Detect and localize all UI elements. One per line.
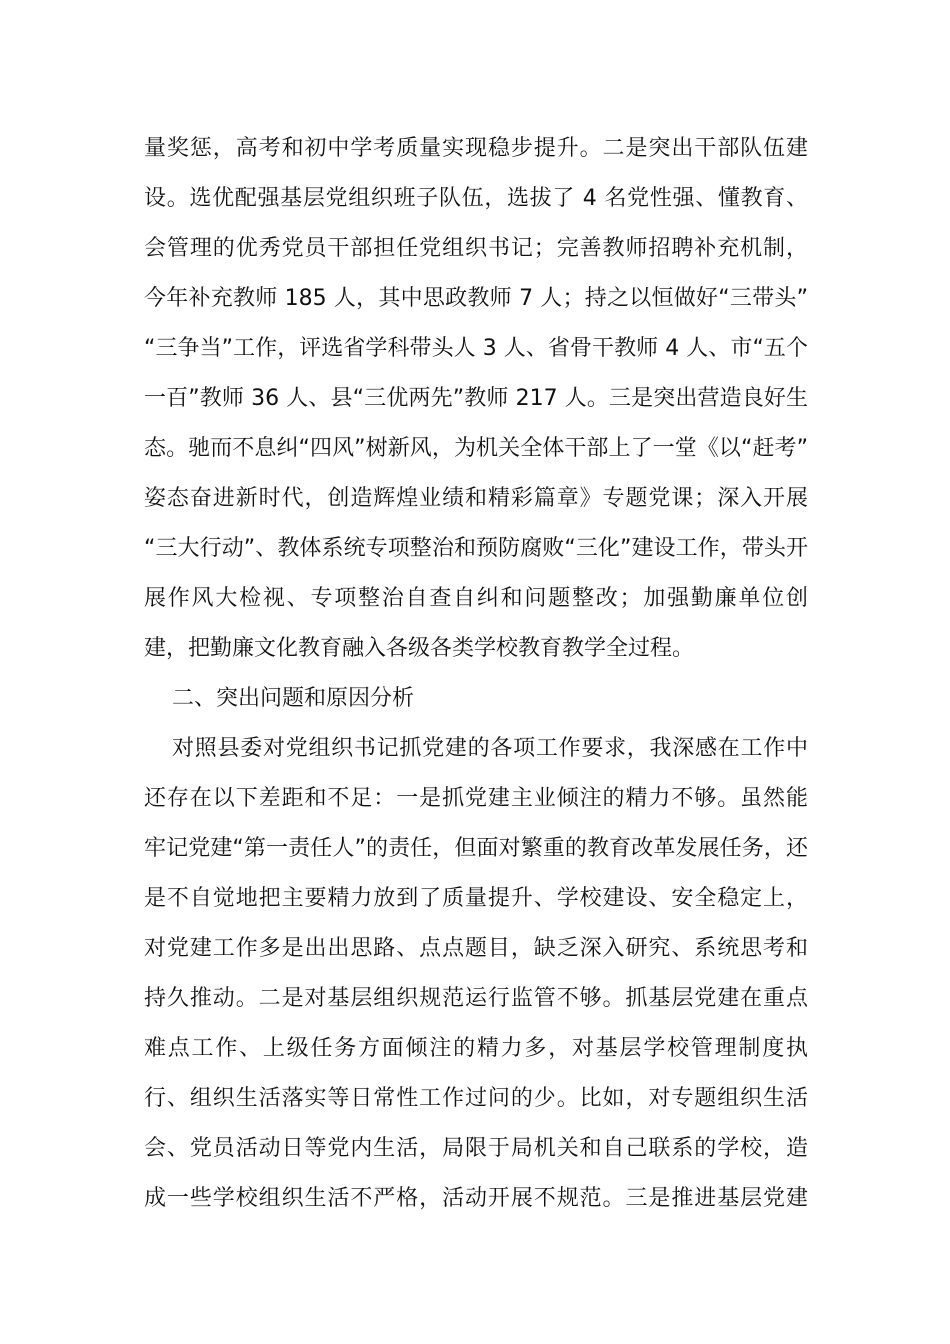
text-line: 行、组织生活落实等日常性工作过问的少。比如，对专题组织生活	[144, 1086, 808, 1111]
text-line: 是不自觉地把主要精力放到了质量提升、学校建设、安全稳定上，	[144, 886, 808, 911]
text-line: 建，把勤廉文化教育融入各级各类学校教育教学全过程。	[144, 636, 695, 661]
text-line: 还存在以下差距和不足：一是抓党建主业倾注的精力不够。虽然能	[144, 786, 808, 811]
text-line: 成一些学校组织生活不严格，活动开展不规范。三是推进基层党建	[144, 1186, 808, 1211]
text-line: “三争当”工作，评选省学科带头人 3 人、省骨干教师 4 人、市“五个	[144, 336, 808, 361]
text-line: 会、党员活动日等党内生活，局限于局机关和自己联系的学校，造	[144, 1136, 808, 1161]
text-line: 持久推动。二是对基层组织规范运行监管不够。抓基层党建在重点	[144, 986, 808, 1011]
text-line: 量奖惩，高考和初中学考质量实现稳步提升。二是突出干部队伍建	[144, 136, 808, 161]
text-line: 难点工作、上级任务方面倾注的精力多，对基层学校管理制度执	[144, 1036, 808, 1061]
text-line: 今年补充教师 185 人，其中思政教师 7 人；持之以恒做好“三带头”	[144, 286, 808, 311]
text-line: 牢记党建“第一责任人”的责任，但面对繁重的教育改革发展任务，还	[144, 836, 808, 861]
text-line: 对党建工作多是出出思路、点点题目，缺乏深入研究、系统思考和	[144, 936, 808, 961]
text-line: 态。驰而不息纠“四风”树新风，为机关全体干部上了一堂《以“赶考”	[144, 436, 808, 461]
text-line: “三大行动”、教体系统专项整治和预防腐败“三化”建设工作，带头开	[144, 536, 808, 561]
document-body	[144, 124, 808, 1224]
section-heading: 二、突出问题和原因分析	[172, 686, 415, 711]
text-line: 对照县委对党组织书记抓党建的各项工作要求，我深感在工作中	[172, 736, 808, 761]
text-line: 一百”教师 36 人、县“三优两先”教师 217 人。三是突出营造良好生	[144, 386, 808, 411]
text-line: 会管理的优秀党员干部担任党组织书记；完善教师招聘补充机制，	[144, 236, 808, 261]
text-line: 展作风大检视、专项整治自查自纠和问题整改；加强勤廉单位创	[144, 586, 808, 611]
text-line: 姿态奋进新时代，创造辉煌业绩和精彩篇章》专题党课；深入开展	[144, 486, 808, 511]
text-line: 设。选优配强基层党组织班子队伍，选拔了 4 名党性强、懂教育、	[144, 186, 808, 211]
